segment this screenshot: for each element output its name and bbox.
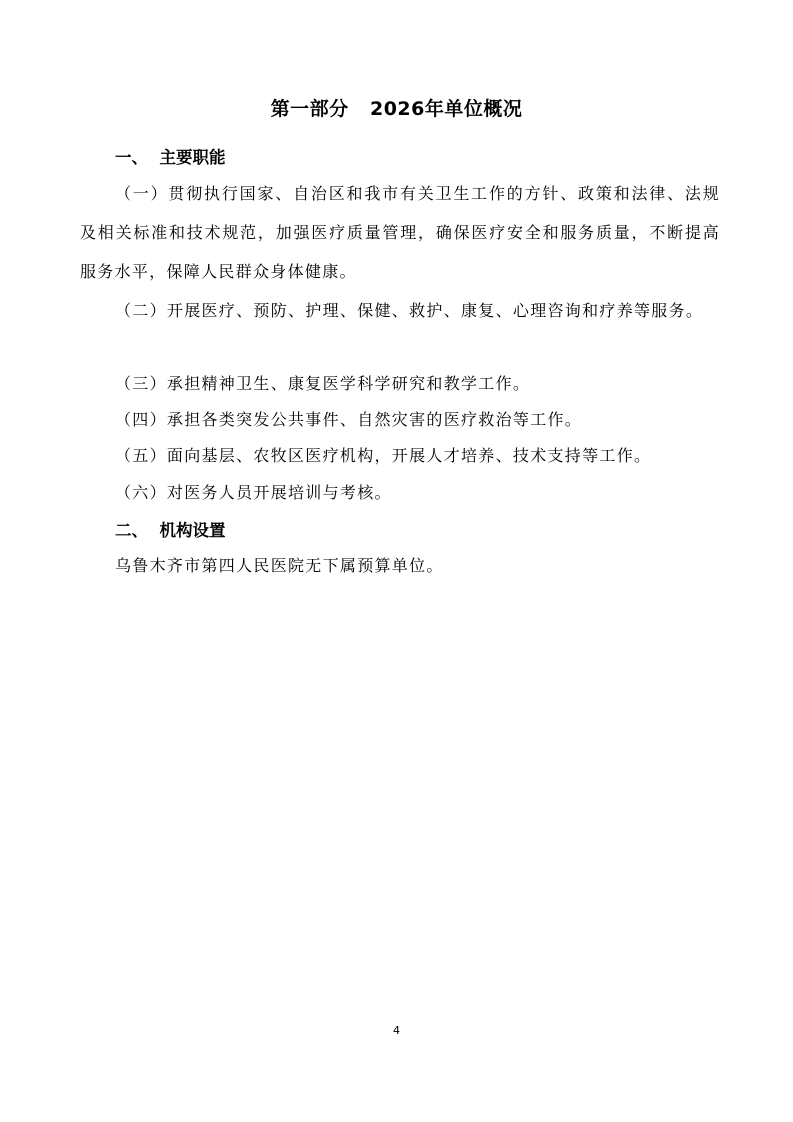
paragraph-function-3: （三）承担精神卫生、康复医学科学研究和教学工作。 (115, 374, 531, 393)
section-heading-organization: 二、 机构设置 (115, 521, 226, 540)
paragraph-function-6: （六）对医务人员开展培训与考核。 (115, 483, 392, 502)
paragraph-function-2: （二）开展医疗、预防、护理、保健、救护、康复、心理咨询和疗养等服务。 (115, 301, 704, 320)
paragraph-organization: 乌鲁木齐市第四人民医院无下属预算单位。 (115, 556, 444, 575)
paragraph-function-4: （四）承担各类突发公共事件、自然灾害的医疗救治等工作。 (115, 410, 583, 429)
paragraph-function-1: （一）贯彻执行国家、自治区和我市有关卫生工作的方针、政策和法律、法规及相关标准和技术规范，加强医疗质量管理，确保医疗安全和服务质量，不断提高服务水平，保障人民群众身体健康。 (80, 184, 720, 281)
section-heading-main-functions: 一、 主要职能 (115, 148, 226, 167)
page-title: 第一部分 2026年单位概况 (270, 98, 523, 120)
page-number: 4 (393, 1024, 400, 1037)
paragraph-function-5: （五）面向基层、农牧区医疗机构，开展人才培养、技术支持等工作。 (115, 446, 652, 465)
